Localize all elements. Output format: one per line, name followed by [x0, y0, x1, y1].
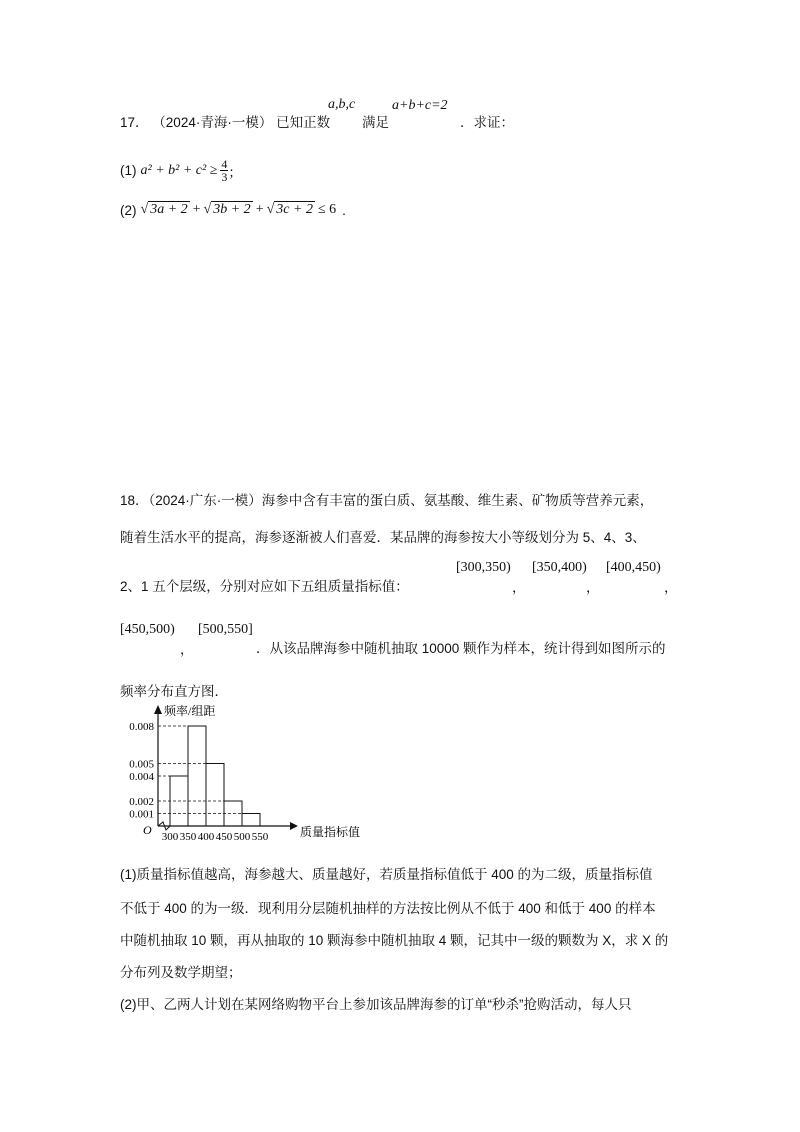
q17-p1-denominator: 3 [221, 170, 228, 184]
q17-text-a: 已知正数 [276, 115, 331, 130]
q17-p2-root1: 3a + 2 [150, 202, 188, 217]
y-tick-label: 0.001 [129, 808, 154, 821]
frequency-histogram [110, 700, 370, 850]
y-axis-arrow-icon [154, 705, 162, 714]
q17-vars: a,b,c [328, 97, 356, 112]
q18-sub1-line1: (1)质量指标值越高，海参越大、质量越好，若质量指标值低于 400 的为二级，质量指标值 [120, 867, 653, 882]
x-tick-label: 350 [179, 831, 197, 843]
q17-number: 17． [120, 115, 149, 130]
q18-comma-3: ， [664, 580, 678, 595]
q18-interval-1: [300,350) [456, 560, 511, 575]
histogram-bars [170, 726, 260, 826]
q18-interval-5: [500,550] [198, 622, 253, 637]
q18-line5: 频率分布直方图． [120, 684, 228, 699]
y-tick-labels [129, 721, 154, 821]
q17-part1 [120, 158, 242, 183]
q17-p1-numerator: 4 [221, 157, 228, 171]
origin-label: O [143, 823, 152, 837]
q17-p1-end: ； [228, 164, 242, 180]
histogram-bar [242, 814, 260, 827]
q18-interval-4: [450,500) [120, 622, 175, 637]
q17-source: （2024·青海·一模） [152, 115, 273, 130]
q18-comma-1: ， [512, 580, 526, 595]
q18-line4-rest: ．从该品牌海参中随机抽取 10000 颗作为样本，统计得到如图所示的 [256, 641, 666, 656]
q17-p2-label: (2) [120, 202, 137, 218]
y-tick-label: 0.002 [129, 796, 154, 808]
q17-p1-lhs: a² + b² + c² ≥ [140, 162, 218, 178]
q17-condition: a+b+c=2 [392, 98, 448, 113]
y-tick-label: 0.005 [129, 758, 154, 771]
q17-p2-root3: 3c + 2 [276, 202, 313, 217]
x-tick-label: 500 [233, 831, 251, 843]
q18-line2: 随着生活水平的提高，海参逐渐被人们喜爱．某品牌的海参按大小等级划分为 5、4、3、 [120, 530, 646, 545]
q18-sub1-line2: 不低于 400 的为一级．现利用分层随机抽样的方法按比例从不低于 400 和低于 400 的样本 [120, 901, 656, 916]
q18-line1: 18．（2024·广东·一模）海参中含有丰富的蛋白质、氨基酸、维生素、矿物质等营养元素， [120, 493, 654, 508]
q18-interval-2: [350,400) [532, 560, 587, 575]
q18-sub1-line4: 分布列及数学期望； [120, 965, 242, 980]
q17-p2-rhs: ≤ 6 [317, 202, 337, 217]
q18-sub2-line1: (2)甲、乙两人计划在某网络购物平台上参加该品牌海参的订单“秒杀”抢购活动，每人只 [120, 997, 632, 1012]
x-tick-label: 550 [251, 831, 269, 843]
q17-text-b: 满足 [362, 115, 389, 130]
q17-p1-label: (1) [120, 163, 137, 178]
x-tick-label: 400 [197, 831, 215, 843]
q17-text-c: ．求证： [460, 115, 514, 130]
histogram-reference-lines [158, 726, 242, 814]
histogram-bar [188, 726, 206, 826]
x-tick-labels [162, 831, 269, 843]
q17-header [120, 111, 330, 131]
q17-p2-root2: 3b + 2 [213, 202, 251, 217]
x-axis-arrow-icon [290, 822, 298, 830]
q17-p2-end: . [342, 202, 346, 218]
q17-p1-fraction [220, 158, 228, 183]
x-tick-label: 450 [215, 831, 233, 843]
x-tick-label: 300 [161, 831, 179, 843]
q18-sub1-line3: 中随机抽取 10 颗，再从抽取的 10 颗海参中随机抽取 4 颗，记其中一级的颗数为 X，求 X 的 [120, 933, 669, 948]
y-tick-label: 0.008 [129, 721, 154, 733]
q17-part2: (2) √ 3a + 2 + √ 3b + 2 + √ 3c + 2 ≤ 6 . [120, 202, 346, 218]
y-tick-label: 0.004 [129, 771, 154, 783]
q18-interval-3: [400,450) [606, 560, 661, 575]
histogram-bar [206, 764, 224, 827]
q18-comma-4: ， [180, 642, 194, 657]
q18-line3: 2、1 五个层级，分别对应如下五组质量指标值： [120, 579, 409, 594]
q18-comma-2: ， [586, 580, 600, 595]
x-axis-label: 质量指标值 [300, 825, 361, 839]
y-axis-label: 频率/组距 [164, 704, 216, 718]
